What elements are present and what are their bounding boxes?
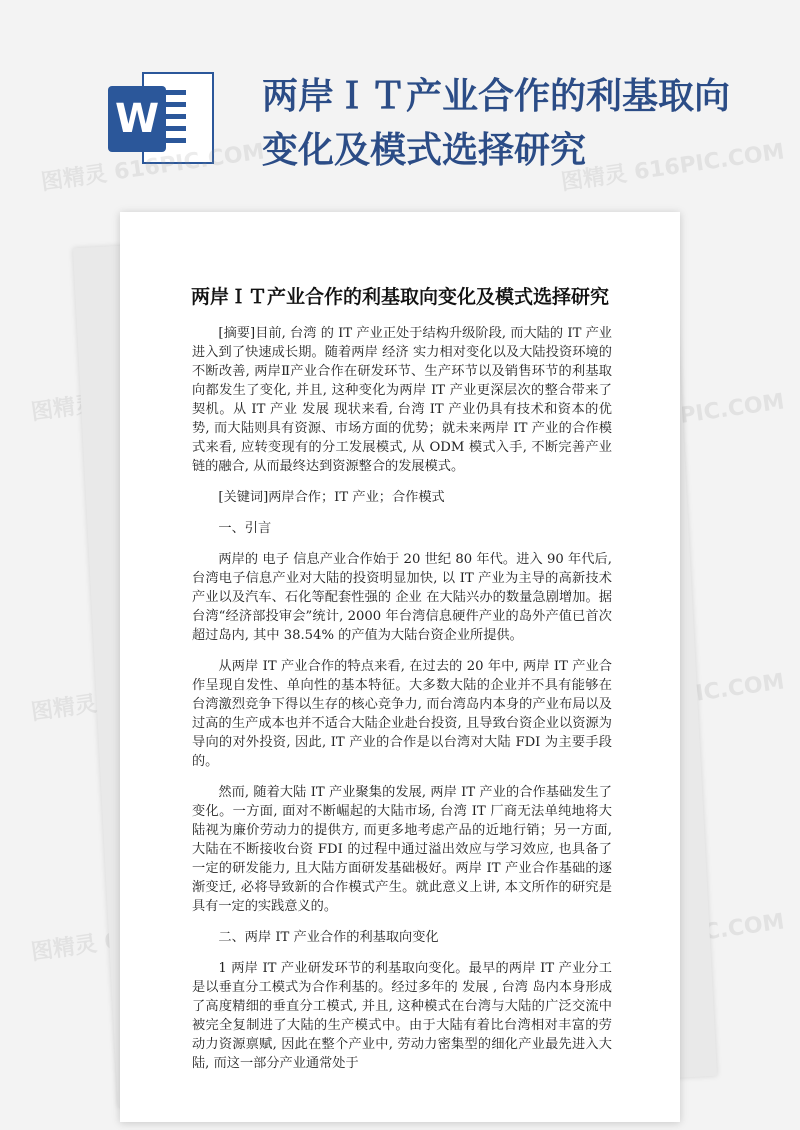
watermark: 图精灵 [29,691,99,726]
watermark: 616PIC.COM [632,389,787,436]
document-title: 两岸ＩＴ产业合作的利基取向变化及模式选择研究 [190,286,609,308]
word-doc-icon [108,72,218,164]
section-heading: 二、两岸 IT 产业合作的利基取向变化 [218,930,439,945]
document-page [120,212,680,1122]
watermark: 图精灵 616PIC.COM [39,139,267,196]
watermark: 图精灵 [29,391,99,426]
abstract-paragraph: [摘要]目前, 台湾 的 IT 产业正处于结构升级阶段, 而大陆的 IT 产业进入到了快速成长期。随着两岸 经济 实力相对变化以及大陆投资环境的不断改善, 两岸Ⅱ产业合作在研发环节、生产环节以及销售环节的利基取向都发生了变化, 并且, 这种变化为两岸 IT 产业更深层次的整合带来了契机。从 IT 产业 发展 现状来看, 台湾 IT 产业仍具有技术和资本的优势, 而大陆则具有资源、市场方面的优势；就未来两岸 IT 产业的合作模式来看, 应转变现有的分工发展模式, 从 ODM 模式入手, 不断完善产业链的融合, 从而最终达到资源整合的发展模式。 [192,326,612,474]
section-heading: 一、引言 [218,521,272,536]
body-paragraph: 1 两岸 IT 产业研发环节的利基取向变化。最早的两岸 IT 产业分工是以垂直分工模式为合作利基的。经过多年的 发展 , 台湾 岛内本身形成了高度精细的垂直分工模式, 并且, 这种模式在台湾与大陆的广泛交流中被完全复制进了大陆的生产模式中。由于大陆有着比台湾相对丰富的劳动力资源禀赋, 因此在整个产业中, 劳动力密集型的细化产业最先进入大陆, 而这一部分产业通常处于 [192,961,612,1071]
watermark: 616PIC.COM [632,669,787,716]
document-body [192,324,612,1085]
watermark: 图精灵 616PIC.COM [559,139,787,196]
banner-title: 两岸ＩＴ产业合作的利基取向变化及模式选择研究 [262,76,731,171]
word-letter-badge: W [108,86,166,152]
keywords-paragraph: [关键词]两岸合作；IT 产业；合作模式 [218,490,445,505]
body-paragraph: 然而, 随着大陆 IT 产业聚集的发展, 两岸 IT 产业的合作基础发生了变化。一方面, 面对不断崛起的大陆市场, 台湾 IT 厂商无法单纯地将大陆视为廉价劳动力的提供方, 而更多地考虑产品的近地行销；另一方面, 大陆在不断接收台资 FDI 的过程中通过溢出效应与学习效应, 也具备了一定的研发能力, 且大陆方面研发基础极好。两岸 IT 产业合作基础的逐渐变迁, 必将导致新的合作模式产生。就此意义上讲, 本文所作的研究是具有一定的实践意义的。 [192,785,612,914]
banner-header [0,0,800,200]
body-paragraph: 两岸的 电子 信息产业合作始于 20 世纪 80 年代。进入 90 年代后, 台湾电子信息产业对大陆的投资明显加快, 以 IT 产业为主导的高新技术产业以及汽车、石化等配套性强的 企业 在大陆兴办的数量急剧增加。据台湾“经济部投审会”统计, 2000 年台湾信息硬件产业的岛外产值已首次超过岛内, 其中 38.54% 的产值为大陆台资企业所提供。 [192,552,612,643]
body-paragraph: 从两岸 IT 产业合作的特点来看, 在过去的 20 年中, 两岸 IT 产业合作呈现自发性、单向性的基本特征。大多数大陆的企业并不具有能够在台湾激烈竞争下得以生存的核心竞争力, 而台湾岛内本身的产业布局以及过高的生产成本也并不适合大陆企业赴台投资, 且导致台资企业以资源为导向的对外投资, 因此, IT 产业的合作是以台湾对大陆 FDI 为主要手段的。 [192,659,612,769]
watermark: 图精灵 [29,931,99,966]
